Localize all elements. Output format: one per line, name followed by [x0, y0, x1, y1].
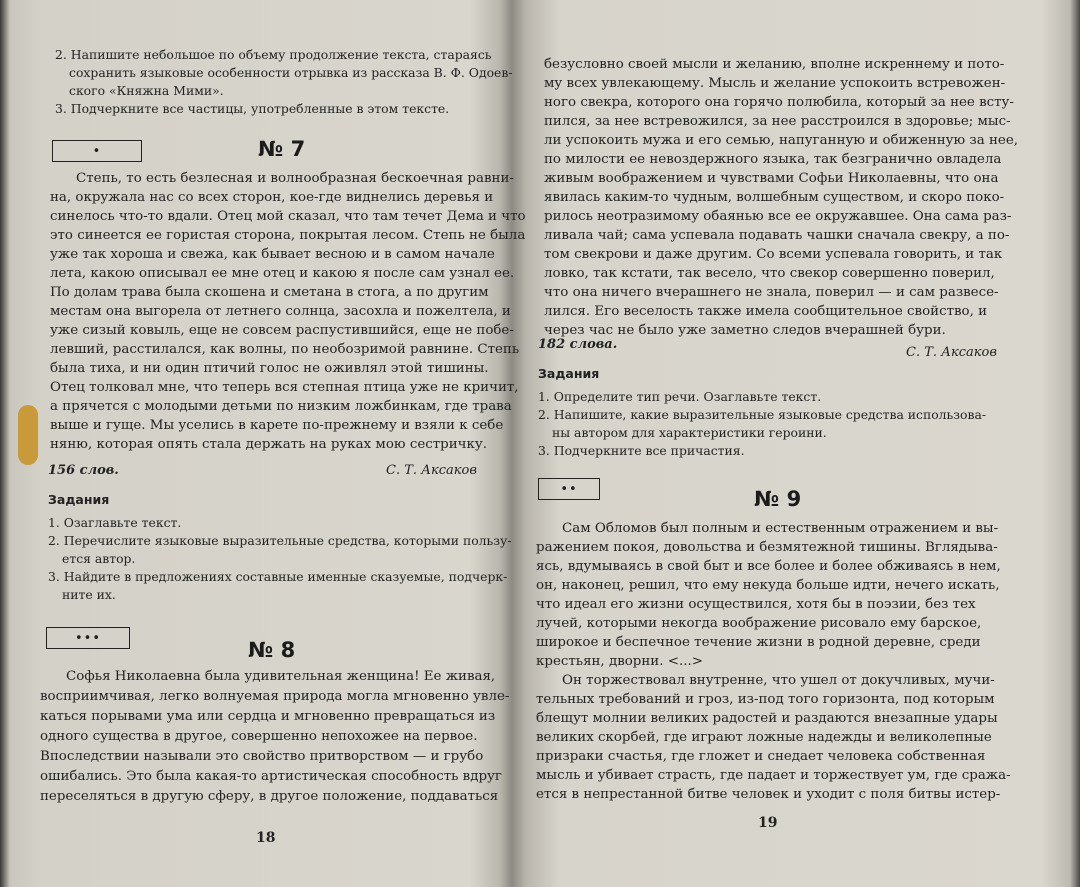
text-line: это синеется ее гористая сторона, покрытая лесом. Степь не была	[50, 228, 526, 243]
text-line: он, наконец, решил, что ему некуда больше идти, нечего искать,	[536, 578, 1000, 593]
task-line: 1. Определите тип речи. Озаглавьте текст.	[538, 389, 822, 404]
text-line: местам она выгорела от летнего солнца, засохла и пожелтела, и	[50, 304, 511, 319]
text-line: ливала чай; сама успевала подавать чашки сначала свекру, а по-	[544, 228, 1010, 243]
text-line: явилась каким-то чудным, волшебным существом, и скоро поко-	[544, 190, 1005, 205]
text-line: что она ничего вчерашнего не знала, поверил — и сам развесе-	[544, 285, 999, 300]
text-line: лета, какою описывал ее мне отец и какою я после сам узнал ее.	[50, 266, 515, 281]
text-line: рилось неотразимому обаянью все ее окружавшее. Она сама раз-	[544, 209, 1012, 224]
text-line: няню, которая опять стала держать на руках мою сестричку.	[50, 437, 488, 452]
task-line: сохранить языковые особенности отрывка из рассказа В. Ф. Одоев-	[69, 65, 513, 80]
text-line: мысль и убивает страсть, где падает и торжествует ум, где сража-	[536, 768, 1011, 783]
text-line: широкое и беспечное течение жизни в родной деревне, среди	[536, 635, 981, 650]
tasks-title: Задания	[538, 366, 600, 381]
text-line: а прячется с молодыми детьми по низким ложбинкам, где трава	[50, 399, 512, 414]
left-page	[30, 0, 526, 887]
text-line: тельных требований и гроз, из-под того горизонта, под которым	[536, 692, 995, 707]
right-page	[522, 0, 1032, 887]
exercise-number: № 9	[754, 487, 802, 511]
exercise-number: № 8	[248, 638, 296, 662]
text-line: том свекрови и даже другим. Со всеми успевала говорить, и так	[544, 247, 1003, 262]
text-line: ного свекра, которого она горячо полюбила, который за нее всту-	[544, 95, 1014, 110]
page-number: 18	[256, 830, 276, 846]
task-line: 2. Напишите, какие выразительные языковые средства использова-	[538, 407, 987, 422]
text-line: Отец толковал мне, что теперь вся степная птица уже не кричит,	[50, 380, 519, 395]
difficulty-box: ••	[538, 478, 600, 500]
text-line: ошибались. Это была какая-то артистическая способность вдруг	[40, 769, 502, 784]
task-line: ского «Княжна Мими».	[69, 83, 224, 98]
text-line: через час не было уже заметно следов вчерашней бури.	[544, 323, 946, 338]
text-line: по милости ее невоздержного языка, так безгранично овладела	[544, 152, 1002, 167]
text-line: безусловно своей мысли и желанию, вполне искреннему и пото-	[544, 57, 1005, 72]
task-line: 3. Подчеркните все частицы, употребленные в этом тексте.	[55, 101, 450, 116]
text-line: блещут молнии великих радостей и раздаются внезапные удары	[536, 711, 998, 726]
text-line: пился, за нее встревожился, за нее расстроился в здоровье; мыс-	[544, 114, 1011, 129]
text-line: была тиха, и ни один птичий голос не оживлял этой тишины.	[50, 361, 489, 376]
task-line: 3. Найдите в предложениях составные именные сказуемые, подчерк-	[48, 569, 508, 584]
task-line: 2. Напишите небольшое по объему продолжение текста, стараясь	[55, 47, 492, 62]
text-line: Степь, то есть безлесная и волнообразная бескоечная равни-	[76, 171, 514, 186]
text-line: на, окружала нас со всех сторон, кое-где виднелись деревья и	[50, 190, 494, 205]
text-line: уже так хороша и свежа, как бывает весною и в самом начале	[50, 247, 495, 262]
exercise-number: № 7	[258, 137, 306, 161]
text-line: синелось что-то вдали. Отец мой сказал, что там течет Дема и что	[50, 209, 526, 224]
text-line: крестьян, дворни. <...>	[536, 654, 703, 669]
text-line: одного существа в другое, совершенно непохожее на первое.	[40, 729, 478, 744]
page-number: 19	[758, 815, 778, 831]
text-line: что идеал его жизни осуществился, хотя бы в поэзии, без тех	[536, 597, 976, 612]
task-line: 3. Подчеркните все причастия.	[538, 443, 745, 458]
text-line: ли успокоить мужа и его семью, напуганную и обиженную за нее,	[544, 133, 1019, 148]
tasks-title: Задания	[48, 492, 110, 507]
ring-binder-clip	[18, 405, 38, 465]
text-line: ется в непрестанной битве человек и уходит с поля битвы истер-	[536, 787, 1001, 802]
text-line: По долам трава была скошена и сметана в стога, а по другим	[50, 285, 489, 300]
text-line: лился. Его веселость также имела сообщительное свойство, и	[544, 304, 988, 319]
text-line: переселяться в другую сферу, в другое положение, поддаваться	[40, 789, 499, 804]
difficulty-box: •	[52, 140, 142, 162]
author: С. Т. Аксаков	[386, 463, 477, 478]
text-line: ясь, вдумываясь в свой быт и все более и более обживаясь в нем,	[536, 559, 1001, 574]
difficulty-box: •••	[46, 627, 130, 649]
text-line: восприимчивая, легко волнуемая природа могла мгновенно увле-	[40, 689, 510, 704]
text-line: Впоследствии называли это свойство притворством — и грубо	[40, 749, 484, 764]
task-line: ется автор.	[62, 551, 136, 566]
task-line: ните их.	[62, 587, 116, 602]
text-line: выше и гуще. Мы уселись в карете по-прежнему и взяли к себе	[50, 418, 504, 433]
task-line: 1. Озаглавьте текст.	[48, 515, 182, 530]
text-line: Софья Николаевна была удивительная женщина! Ее живая,	[66, 669, 496, 684]
author: С. Т. Аксаков	[906, 345, 997, 360]
task-line: ны автором для характеристики героини.	[552, 425, 827, 440]
text-line: ражением покоя, довольства и безмятежной тишины. Вглядыва-	[536, 540, 998, 555]
text-line: призраки счастья, где гложет и снедает человека собственная	[536, 749, 986, 764]
text-line: великих скорбей, где играют ложные надежды и великолепные	[536, 730, 992, 745]
text-line: ловко, так кстати, так весело, что свекор совершенно поверил,	[544, 266, 995, 281]
word-count: 182 слова.	[538, 337, 618, 352]
text-line: Он торжествовал внутренне, что ушел от докучливых, мучи-	[562, 673, 995, 688]
text-line: му всех увлекающему. Мысль и желание успокоить встревожен-	[544, 76, 1006, 91]
text-line: Сам Обломов был полным и естественным отражением и вы-	[562, 521, 999, 536]
text-line: уже сизый ковыль, еще не совсем распустившийся, еще не побе-	[50, 323, 514, 338]
text-line: живым воображением и чувствами Софьи Николаевны, что она	[544, 171, 999, 186]
word-count: 156 слов.	[48, 463, 119, 478]
text-line: лучей, которыми некогда воображение рисовало ему барское,	[536, 616, 982, 631]
text-line: левший, расстилался, как волны, по необозримой равнине. Степь	[50, 342, 520, 357]
task-line: 2. Перечислите языковые выразительные средства, которыми пользу-	[48, 533, 512, 548]
text-line: каться порывами ума или сердца и мгновенно превращаться из	[40, 709, 496, 724]
